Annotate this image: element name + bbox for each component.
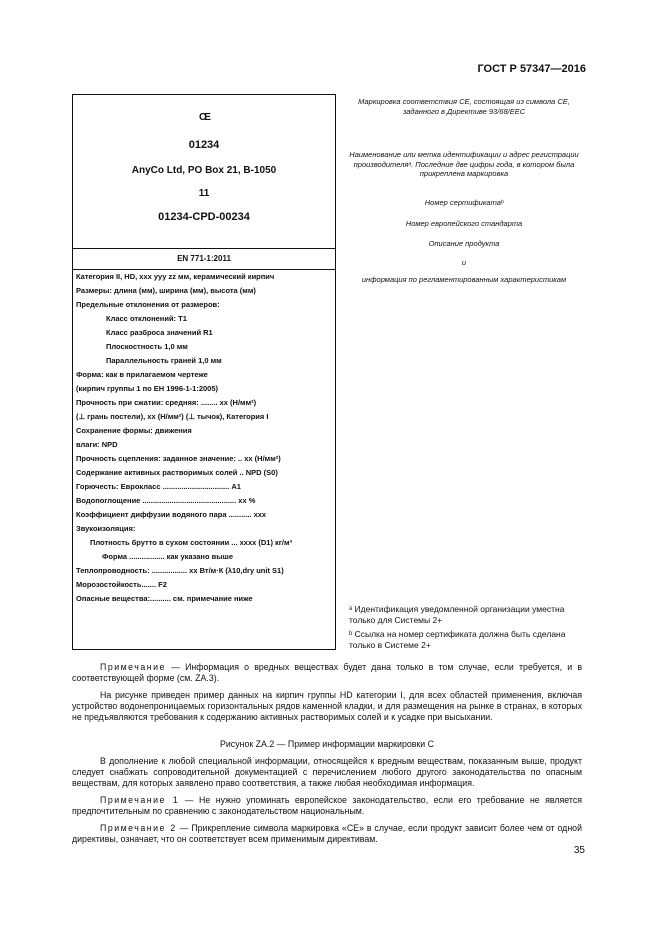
property-line: Прочность сцепления: заданное значение: .. xx (Н/мм²) bbox=[76, 454, 281, 463]
property-line: Содержание активных растворимых солей .. NPD (S0) bbox=[76, 468, 278, 477]
property-line: Звукоизоляция: bbox=[76, 524, 136, 533]
property-line: Теплопроводность: ................. xx Вт/м·К (λ10,dry unit S1) bbox=[76, 566, 284, 575]
annotation-en-standard: Номер европейского стандарта bbox=[405, 219, 523, 228]
property-line: (кирпич группы 1 по ЕН 1996-1-1:2005) bbox=[76, 384, 219, 393]
note-hazardous bbox=[72, 662, 582, 684]
en-standard: EN 771-1:2011 bbox=[73, 249, 335, 270]
property-line: (⊥ грань постели), xx (Н/мм²) (⊥ тычок), Категория I bbox=[76, 412, 269, 421]
properties-list bbox=[73, 270, 335, 610]
property-line: Параллельность граней 1,0 мм bbox=[106, 356, 222, 365]
property-line: Форма ................. как указано выше bbox=[102, 552, 234, 561]
property-line: Размеры: длина (мм), ширина (мм), высота (мм) bbox=[76, 286, 256, 295]
property-line: влаги: NPD bbox=[76, 440, 118, 449]
note-text: — Не нужно упоминать европейское законодательство, если его требование не является предпочтительным по сравнению с законодательством национальным. bbox=[72, 795, 582, 816]
property-line: Предельные отклонения от размеров: bbox=[76, 300, 220, 309]
ce-header bbox=[73, 103, 335, 249]
property-line: Класс разброса значений R1 bbox=[106, 328, 213, 337]
note-label: Примечание 2 bbox=[100, 823, 177, 833]
property-line: Категория II, HD, xxx yyy zz мм, керамический кирпич bbox=[76, 272, 275, 281]
footnote-a: ᵃ Идентификация уведомленной организации уместна только для Системы 2+ bbox=[349, 604, 565, 625]
property-line: Морозостойкость....... F2 bbox=[76, 580, 167, 589]
ce-marking-box bbox=[72, 94, 336, 650]
standard-number: ГОСТ Р 57347—2016 bbox=[477, 63, 586, 75]
property-line: Класс отклонений: Т1 bbox=[106, 314, 187, 323]
property-line: Опасные вещества:.......... см. примечание ниже bbox=[76, 594, 253, 603]
property-line: Плотность брутто в сухом состоянии ... xxxx (D1) кг/м³ bbox=[90, 538, 293, 547]
certificate-number: 01234-CPD-00234 bbox=[158, 211, 250, 223]
note-text: — Информация о вредных веществах будет дана только в том случае, если требуется, и в соответствующей форме (см. ZA.3). bbox=[72, 662, 582, 683]
property-line: Горючесть: Еврокласс ................................ A1 bbox=[76, 482, 241, 491]
note-1 bbox=[72, 795, 582, 817]
annotation-manufacturer: Наименование или метка идентификации и адрес регистрации производителяᵃ. Последние две цифры года, в котором была прикреплена маркировка bbox=[349, 150, 579, 178]
property-line: Сохранение формы: движения bbox=[76, 426, 192, 435]
footnote-b: ᵇ Ссылка на номер сертификата должна быть сделана только в Системе 2+ bbox=[349, 629, 566, 650]
annotation-certificate: Номер сертификатаᵇ bbox=[424, 198, 504, 207]
paragraph-example: На рисунке приведен пример данных на кирпич группы HD категории I, для всех областей применения, включая устройство водонепроницаемых горизонтальных рядов каменной кладки, и для размещения на рынке в странах, в которых не предъявляются требования к содержанию активных растворимых солей и к усадке при высыхании. bbox=[72, 690, 582, 722]
property-line: Форма: как в прилагаемом чертеже bbox=[76, 370, 208, 379]
paragraph-documentation: В дополнение к любой специальной информации, относящейся к вредным веществам, показанным выше, продукт следует снабжать сопроводительной документацией с перечислением любого другого законодательства по опасным веществам, для которых заявлено право соответствия, а также любая необходимая информация. bbox=[72, 756, 582, 788]
property-line: Плоскостность 1,0 мм bbox=[106, 342, 188, 351]
annotation-characteristics: информация по регламентированным характеристикам bbox=[361, 275, 567, 284]
company-address: AnyCo Ltd, PO Box 21, B-1050 bbox=[131, 165, 277, 176]
page-number: 35 bbox=[573, 845, 585, 856]
property-line: Водопоглощение ............................................. xx % bbox=[76, 496, 256, 505]
note-label: Примечание 1 bbox=[100, 795, 180, 805]
notified-body-number: 01234 bbox=[188, 139, 220, 151]
annotation-ce-mark: Маркировка соответствия CE, состоящая из символа CE, заданного в Директиве 93/68/EEC bbox=[358, 97, 570, 116]
property-line: Прочность при сжатии: средняя: ........ xx (Н/мм²) bbox=[76, 398, 257, 407]
property-line: Коэффициент диффузии водяного пара ........... xxx bbox=[76, 510, 267, 519]
figure-caption: Рисунок ZA.2 — Пример информации маркировки С bbox=[220, 739, 434, 749]
annotation-product-description: Описание продукта bbox=[428, 239, 500, 248]
annotation-and: и bbox=[461, 258, 467, 267]
note-text: — Прикрепление символа маркировка «СЕ» в случае, если продукт зависит более чем от одной директивы, означает, что он соответствует всем применимым директивам. bbox=[72, 823, 582, 844]
year: 11 bbox=[198, 188, 210, 199]
note-label: Примечание bbox=[100, 662, 166, 672]
note-2 bbox=[72, 823, 582, 845]
ce-logo: CE bbox=[199, 112, 209, 123]
